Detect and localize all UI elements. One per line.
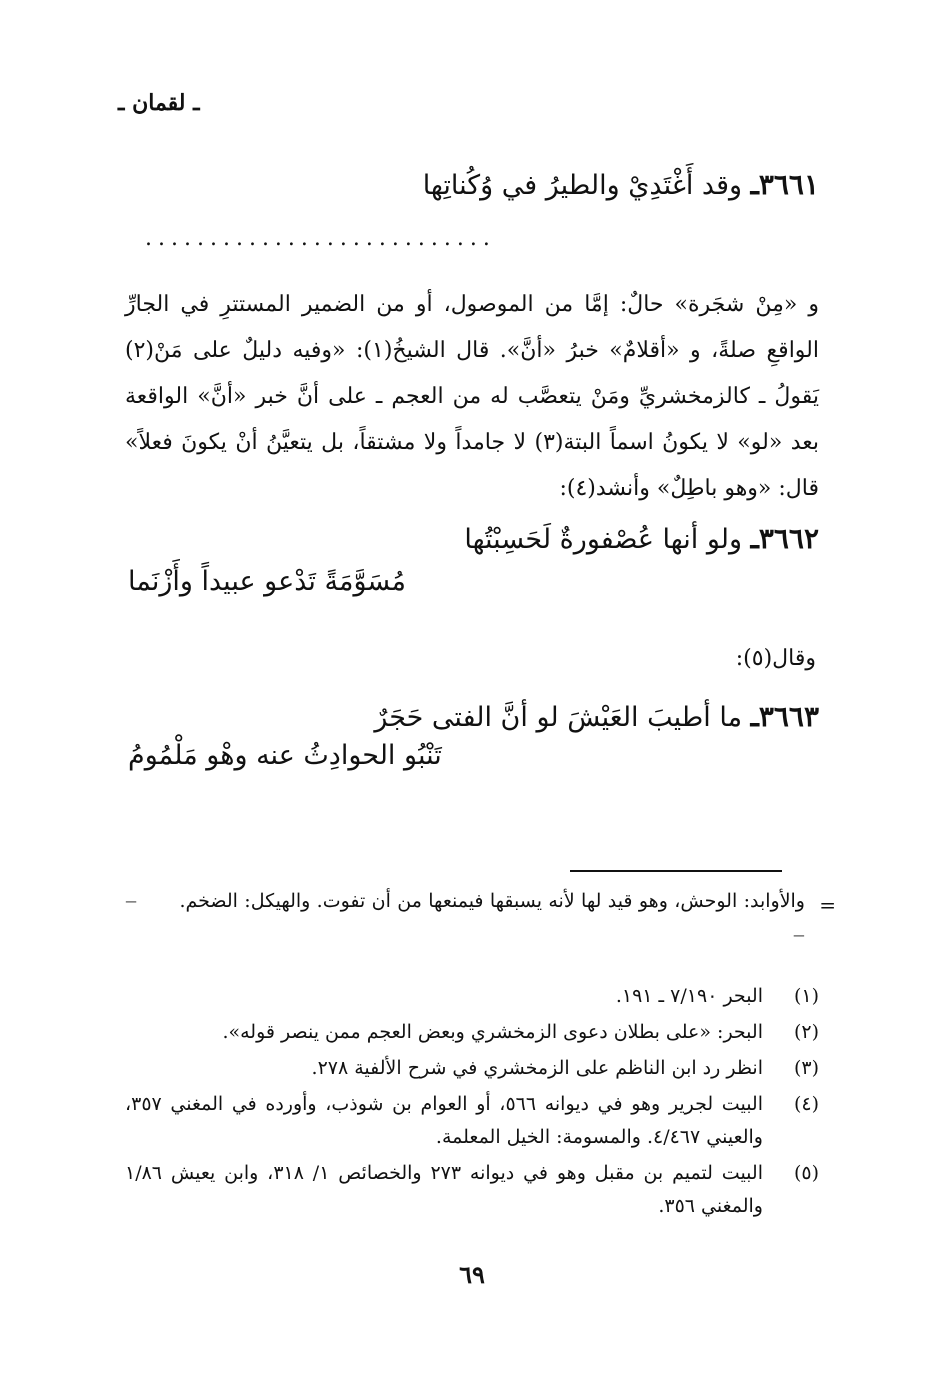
verse-number: ٣٦٦١ـ — [750, 168, 819, 201]
footnote-separator — [570, 870, 782, 872]
footnote-number: (١) — [793, 985, 819, 1007]
footnote-item — [125, 1016, 819, 1049]
verse-number: ٣٦٦٣ـ — [750, 700, 819, 733]
verse-text: وقد أَغْتَدِيْ والطيرُ في وُكُناتِها — [422, 170, 743, 201]
footnote-text: انظر رد ابن الناظم على الزمخشري في شرح الألفية ٢٧٨. — [311, 1057, 763, 1079]
page-number: ٦٩ — [459, 1260, 485, 1289]
footnote-item — [125, 1088, 819, 1154]
verse-3663-first-hemistich — [374, 700, 819, 733]
footnote-number: (٢) — [793, 1021, 819, 1043]
footnote-item — [125, 1052, 819, 1085]
verse-3663-second-hemistich: تَنْبُو الحوادِثُ عنه وهْو مَلْمُومُ — [128, 740, 442, 771]
continuation-text: والأوابد: الوحش، وهو قيد لها لأنه يسبقها فيمنعها من أن تفوت. والهيكل: الضخم. — [179, 890, 805, 912]
verse-3662-first-hemistich — [464, 522, 819, 555]
running-header: ـ لقمان ـ — [118, 90, 200, 116]
verse-text: ما أطيبَ العَيْشَ لو أنَّ الفتى حَجَرٌ — [374, 702, 743, 733]
verse-number: ٣٦٦٢ـ — [750, 522, 819, 555]
footnote-item — [125, 1157, 819, 1223]
continuation-mark: = — [819, 893, 836, 917]
footnote-continuation: والأوابد: الوحش، وهو قيد لها لأنه يسبقها فيمنعها من أن تفوت. والهيكل: الضخم. ‒ ‒ — [125, 890, 805, 946]
footnote-item — [125, 980, 819, 1013]
footnote-number: (٤) — [793, 1093, 819, 1115]
verse-text: ولو أنها عُصْفورةٌ لَحَسِبْتُها — [464, 524, 743, 555]
intro-line: وقال(٥): — [735, 646, 816, 671]
footnote-text: البيت لجرير وهو في ديوانه ٥٦٦، أو العوام بن شوذب، وأورده في المغني ٣٥٧، والعيني ٤/٤٦٧. والمسومة: الخيل المعلمة. — [125, 1093, 763, 1148]
footnote-text: البحر ٧/١٩٠ ـ ١٩١. — [615, 985, 763, 1007]
verse-3661 — [423, 168, 819, 201]
footnote-text: البيت لتميم بن مقبل وهو في ديوانه ٢٧٣ والخصائص ١/ ٣١٨، وابن يعيش ١/٨٦ والمغني ٣٥٦. — [125, 1162, 763, 1217]
paragraph-text: و «مِنْ شجَرة» حالٌ: إمَّا من الموصول، أو من الضمير المستترِ في الجارِّ الواقعِ صلةً، و «أقلامٌ» خبرُ «أنَّ». قال الشيخُ(١): «وفيه دليلٌ على مَنْ(٢) يَقولُ ـ كالزمخشريِّ ومَنْ يتعصَّب له من العجم ـ على أنَّ خبر «أنَّ» الواقعة بعد «لو» لا يكونُ اسماً البتة(٣) لا جامداً ولا مشتقاً، بل يتعيَّنُ أنْ يكونَ فعلاً» قال: «وهو باطِلٌ» وأنشد(٤): — [125, 292, 819, 501]
verse-3662-second-hemistich: مُسَوَّمَةً تَدْعو عبيداً وأَزْنَما — [128, 566, 406, 597]
footnote-number: (٣) — [793, 1057, 819, 1079]
footnote-text: البحر: «على بطلان دعوى الزمخشري وبعض العجم ممن ينصر قوله». — [222, 1021, 763, 1043]
footnotes-list — [125, 980, 819, 1226]
commentary-paragraph — [125, 282, 819, 512]
footnote-number: (٥) — [793, 1162, 819, 1184]
ellipsis-dots: ........................... — [145, 226, 496, 251]
